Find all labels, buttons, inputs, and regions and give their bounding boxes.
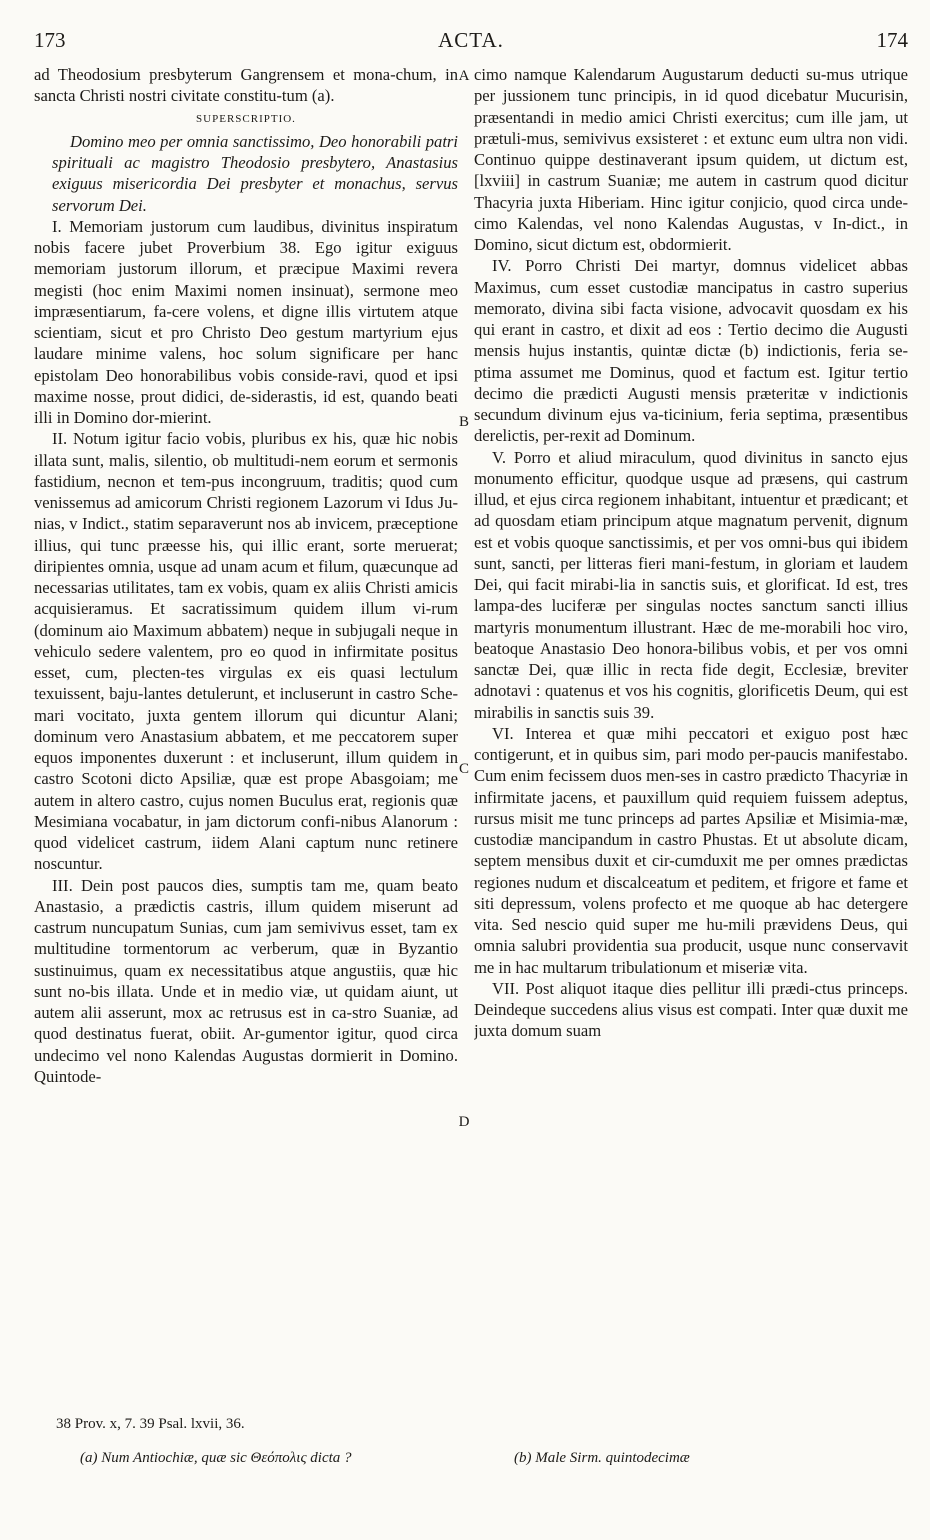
margin-mark-b: B: [458, 414, 469, 430]
margin-mark-d: D: [458, 1114, 470, 1130]
running-header: [34, 28, 908, 62]
footnote-b: (b) Male Sirm. quintodecimæ: [514, 1450, 690, 1466]
address-text: Domino meo per omnia sanctissimo, Deo honorabili patri spirituali ac magistro Theodosio presbytero, Anastasius exiguus misericordia Dei presbyter et monachus, servus servorum Dei.: [52, 131, 458, 215]
superscript-heading: SUPERSCRIPTIO.: [196, 112, 296, 125]
continuation-text: cimo namque Kalendarum Augustarum deducti su-mus utrique per jussionem tunc principis, in id quod dicebatur Mucurisin, præsentandi in medio amici Christi exercitus; cum ille jam, ut prætuli-mus, semivivus exsisteret : et extunc eum ultra non vidi. Continuo quippe destinaverant ipsum quidem, ut dictum est, [lxviii] in castrum Suaniæ; me autem in castrum quod dicitur Thacyria juxta Hiberiam. Hinc igitur conjicio, quod circa unde-cimo Kalendas, vel nono Kalendas Augustas, v In-dict., in Domino, sicut dictum est, obdormierit.: [474, 65, 908, 254]
paragraph-5: V. Porro et aliud miraculum, quod divinitus in sancto ejus monumento efficitur, quodque usque ad præsens, qui castrum illud, et ejus circa regionem inhabitant, intuentur et prædicant; et ad quosdam etiam principum atque magnatum pervenit, dignum est et vobis quoque sanctissimis, et per vos omni-bus qui ibidem sunt, sancti, per litteras fieri mani-festum, in gloriam et laudem Dei, qui facit mirabi-lia in sanctis suis, et glorificat. Id est, tres lampa-des luciferæ per singulas noctes sanctum sancti illius martyris monumentum illustrant. Hæc de me-morabili hoc viro, beatoque Anastasio Deo honora-bilibus vobis, et per vos omni sanctæ Dei, quæ illic in recta fide degit, Ecclesiæ, breviter adnotavi : quatenus et vos his cognitis, glorificetis Deum, qui est mirabilis in sanctis suis 39.: [474, 447, 908, 722]
page-number-left: 173: [34, 28, 66, 52]
right-column: [474, 64, 908, 1404]
running-title: ACTA.: [438, 28, 504, 52]
paragraph-2: II. Notum igitur facio vobis, pluribus ex his, quæ hic nobis illata sunt, malis, silentio, ob multitudi-nem eorum et sermonis fastidium, necnon et tem-pus incongruum, traditis; quod cum venissemus ad amicorum Christi regionem Lazorum vi Idus Ju-nias, v Indict., statim separaverunt nos ab invicem, præceptione illius, qui tunc præesse his, qui illic erant, sorte meruerat; diripientes omnia, usque ad unam acum et filum, quæcunque ad necessarias utilitates, tam ex vobis, quam ex aliis Christi amicis acquisieramus. Et sacratissimum quidem illum vi-rum (dominum aio Maximum abbatem) neque in subjugali neque in vehiculo sedere valentem, pro eo quod in infirmitate positus esset, cum, plecten-tes virgulas ex eis quasi lectulum texuissent, baju-lantes detulerunt, et incluserunt in castro Sche-mari vocitato, juxta gentem illorum qui dicuntur Alani; dominum vero Anastasium abbatem, et me peccatorem super equos imponentes duxerunt : et incluserunt, illum quidem in castro Scotoni dicto Apsiliæ, quæ est prope Abasgoiam; me autem in altero castro, cujus nomen Buculus erat, regionis quæ Mesimiana vocabatur, in jam dictorum confi-nibus Alanorum : quod videlicet castrum, iidem Alani captum nunc retinere noscuntur.: [34, 429, 458, 874]
paragraph-1: I. Memoriam justorum cum laudibus, divinitus inspiratum nobis facere jubet Proverbium 38. Ego igitur exiguus memoriam justorum illorum, et præcipue Maximi revera megisti (hoc enim Maximi nomen insinuat), sermone meo impræsentiarum, fa-cere volens, et digne illis virtutem atque scientiam, sicut et pro Christo Deo gestum martyrium ejus laudare minime valens, hoc solum significare per hanc epistolam Deo honorabilibus vobis conside-ravi, quod et ipsi maxime nosse, prout didici, de-siderastis, id est, quando beati illi in Domino dor-mierint.: [34, 216, 458, 427]
intro-text: ad Theodosium presbyterum Gangrensem et mona-chum, in sancta Christi nostri civitate constitu-tum (a).: [34, 65, 458, 106]
paragraph-4: IV. Porro Christi Dei martyr, domnus videlicet abbas Maximus, cum esset custodiæ mancipatus in castro superius memorato, divina sibi facta visione, advocavit quosdam ex his qui erant in castro, et dixit ad eos : Tertio decimo die Augusti mensis hujus instantis, quintæ dictæ (b) indictionis, feria se-ptima assumet me Dominus, quod et factum est. Igitur tertio decimo die prædicti Augusti mensis præteritæ v indictionis secundum divinum ejus va-ticinium, feria septima, præsentibus derelictis, per-rexit ad Dominum.: [474, 256, 908, 446]
paragraph-7: VII. Post aliquot itaque dies pellitur illi prædi-ctus princeps. Deindeque succedens alius visus est compati. Inter quæ duxit me juxta domum suam: [474, 978, 908, 1041]
margin-letters: [454, 64, 474, 1404]
footnote-references: 38 Prov. x, 7. 39 Psal. lxvii, 36.: [56, 1416, 245, 1432]
margin-mark-c: C: [458, 761, 469, 777]
left-column: [34, 64, 458, 1404]
paragraph-6: VI. Interea et quæ mihi peccatori et exiguo post hæc contigerunt, et in quibus sim, pari modo per-paucis manifestabo. Cum enim fecissem duos men-ses in castro prædicto Thacyriæ in infirmitate jacens, et pauxillum quid requiem fuissem adeptus, rursus misit me tunc princeps ad partes Apsiliæ et Misimia-mæ, custodiæ mancipandum in castro Phustas. Et ut absolute dicam, septem mensibus duxit et cir-cumduxit me per omnes prædictas regiones nudum et discalceatum et peditem, et frigore et fame et siti depressum, volens profecto et me quoque ab hac detergere vita. Sed nescio quid super me hu-mili prævidens Deus, qui omnia salubri providentia sua producit, usque nunc conservavit me in hac multarum tribulationum et miseriæ vita.: [474, 723, 908, 977]
footnote-a: (a) Num Antiochiæ, quæ sic Θεόπολις dicta ?: [80, 1450, 352, 1466]
paragraph-3: III. Dein post paucos dies, sumptis tam me, quam beato Anastasio, a prædictis castris, illum quidem miserunt ad castrum nuncupatum Sunias, cum jam semivivus esset, tam ex multitudine tormentorum ac verberum, quæ in Byzantio sustinuimus, quam ex necessitatibus atque angustiis, quæ hic sunt no-bis illata. Unde et in medio viæ, ut quidam aiunt, ut autem alii asserunt, mox ac retrusus est in ca-stro Suaniæ, ad quod destinatus fuerat, obiit. Ar-gumentor igitur, quod circa undecimo vel nono Kalendas Augustas dormierit in Domino. Quintode-: [34, 875, 458, 1086]
margin-mark-a: A: [458, 68, 470, 84]
page-number-right: 174: [876, 28, 908, 52]
